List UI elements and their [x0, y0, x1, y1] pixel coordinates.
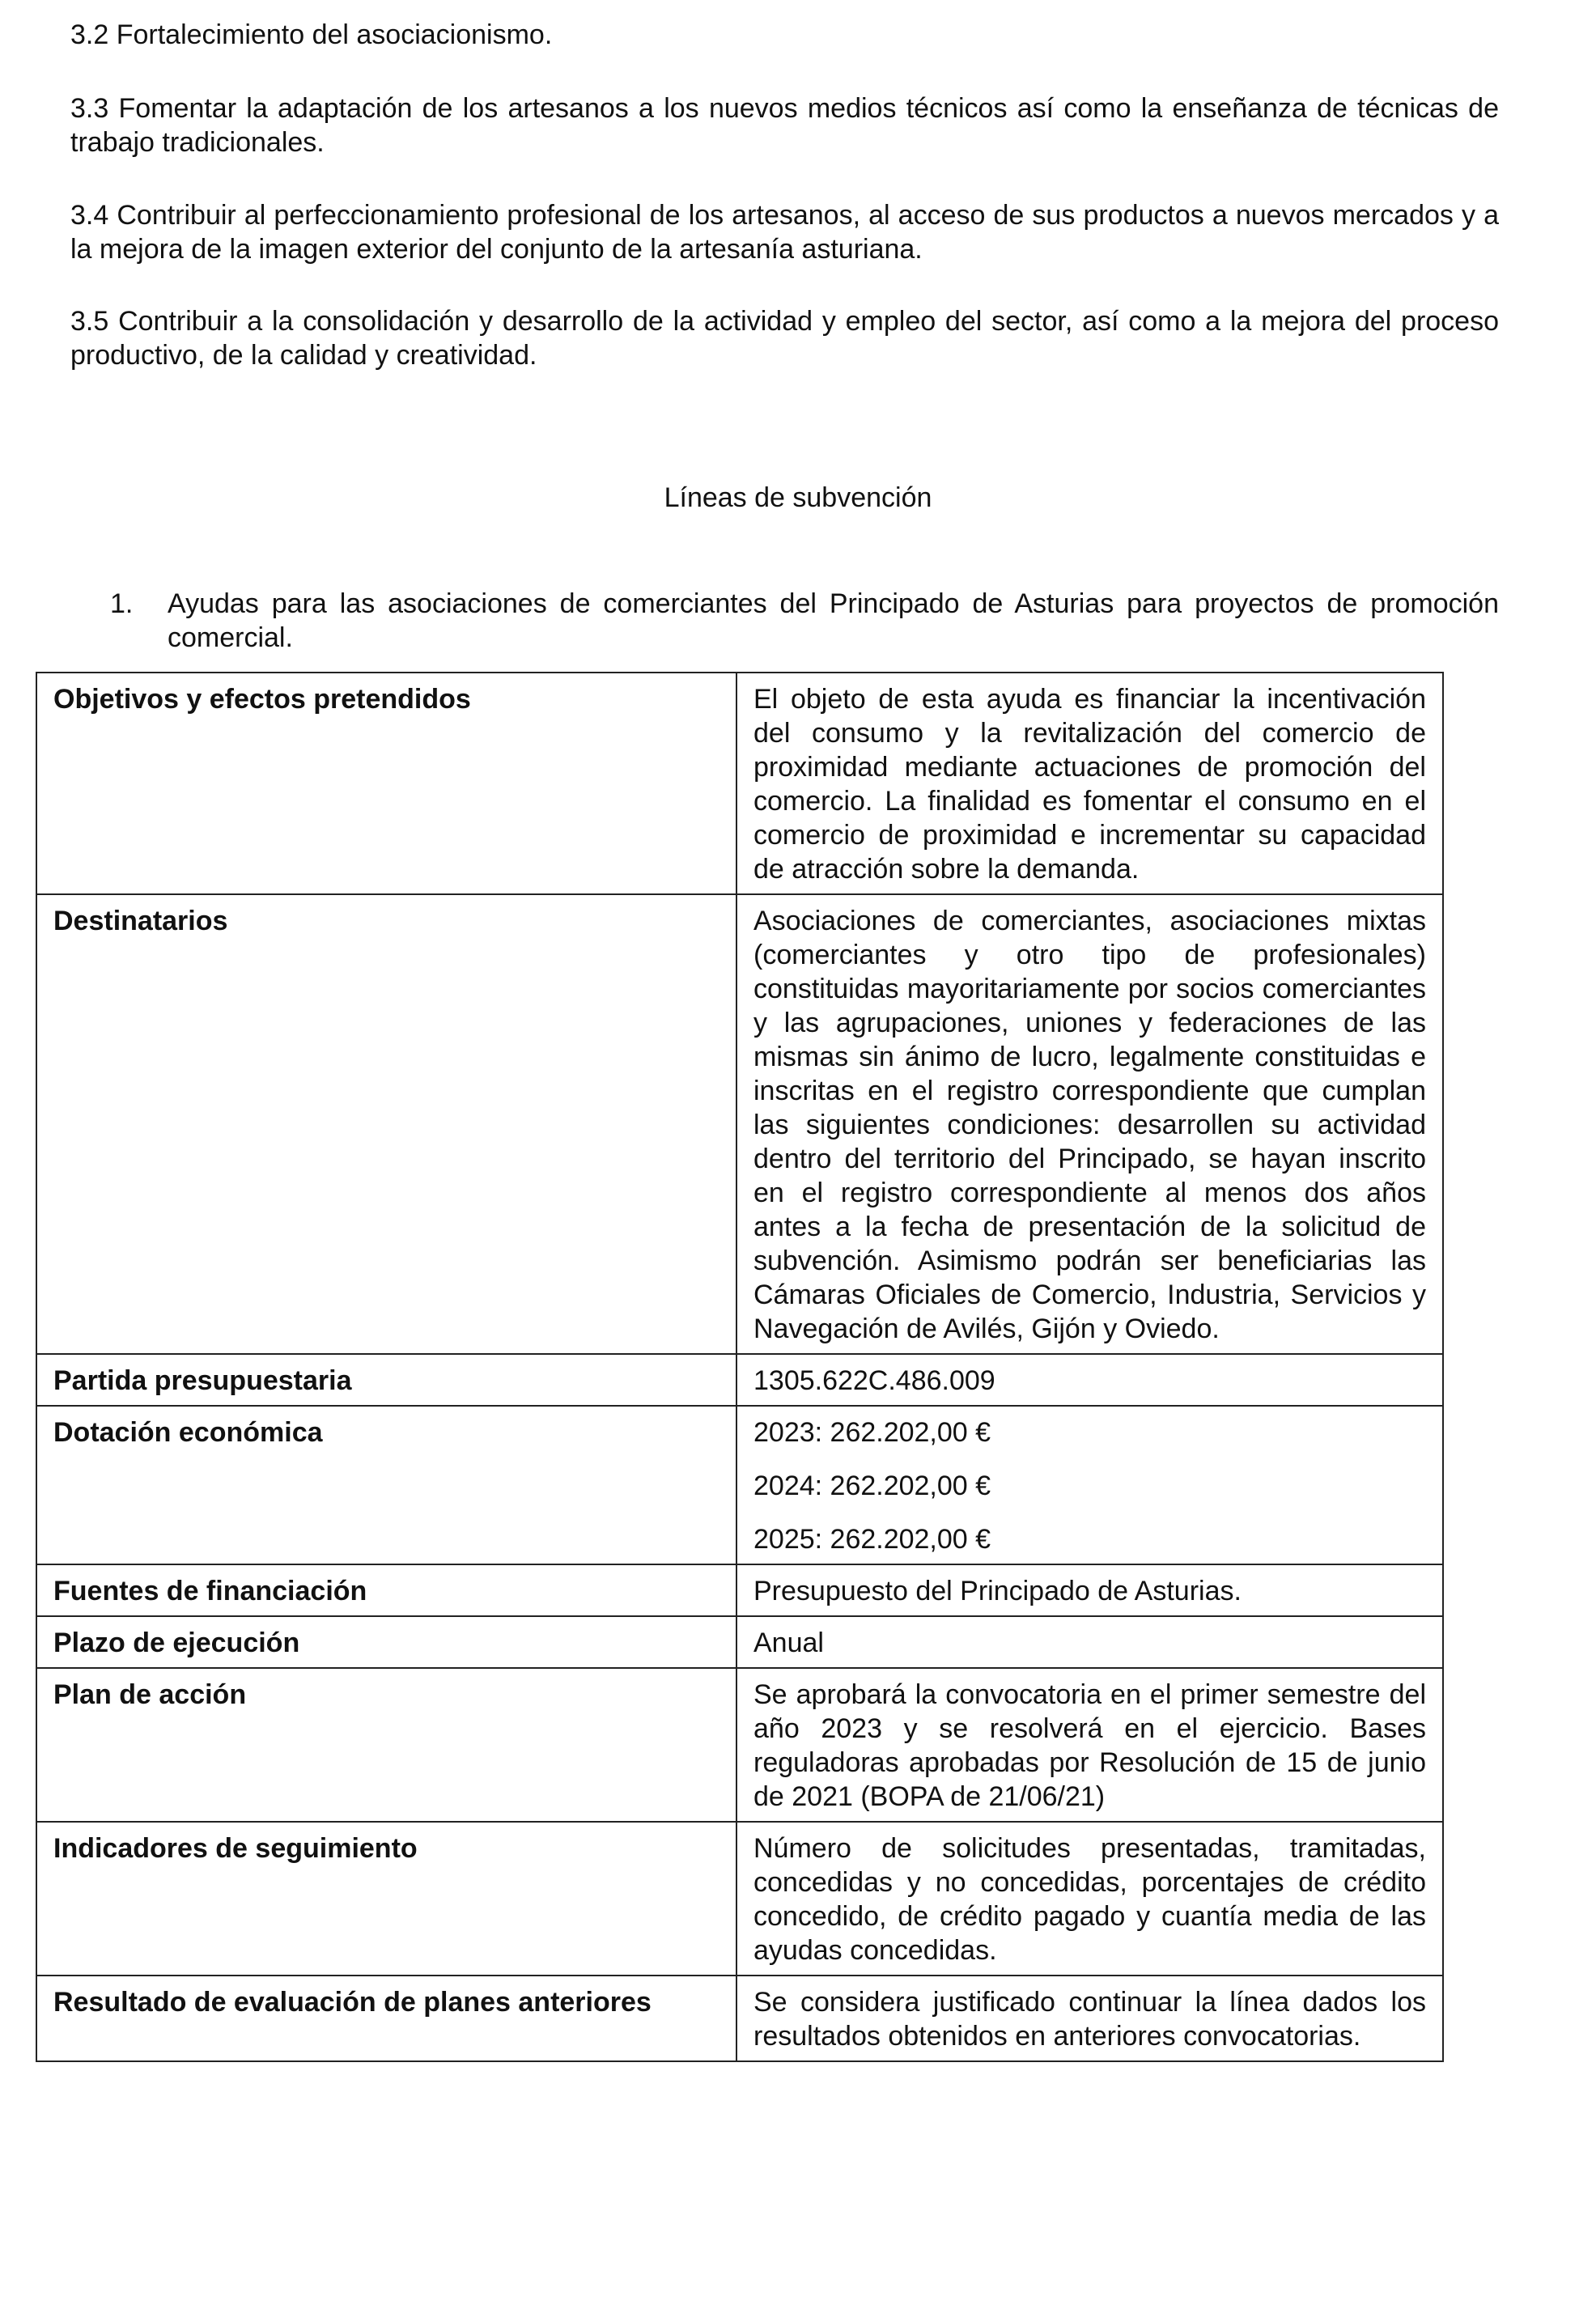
- row-value: Presupuesto del Principado de Asturias.: [736, 1564, 1443, 1616]
- budget-2023: 2023: 262.202,00 €: [753, 1417, 991, 1448]
- row-label: Plan de acción: [36, 1668, 736, 1822]
- table-row: [36, 1976, 1443, 2061]
- row-label: Destinatarios: [36, 894, 736, 1354]
- paragraph-3-5: 3.5 Contribuir a la consolidación y desarrollo de la actividad y empleo del sector, así como a la mejora del proceso productivo, de la calidad y creatividad.: [70, 306, 1499, 371]
- row-value: 1305.622C.486.009: [736, 1354, 1443, 1406]
- table-row: [36, 1668, 1443, 1822]
- row-label: Indicadores de seguimiento: [36, 1822, 736, 1976]
- budget-2025: 2025: 262.202,00 €: [753, 1524, 991, 1555]
- row-value: Se aprobará la convocatoria en el primer semestre del año 2023 y se resolverá en el ejercicio. Bases reguladoras aprobadas por Resolución de 15 de junio de 2021 (BOPA de 21/06/21): [736, 1668, 1443, 1822]
- row-value: Anual: [736, 1616, 1443, 1668]
- table-row: [36, 894, 1443, 1354]
- budget-2024: 2024: 262.202,00 €: [753, 1471, 991, 1501]
- paragraph-3-4: 3.4 Contribuir al perfeccionamiento profesional de los artesanos, al acceso de sus productos a nuevos mercados y a la mejora de la imagen exterior del conjunto de la artesanía asturiana.: [70, 200, 1499, 265]
- row-label: Plazo de ejecución: [36, 1616, 736, 1668]
- row-value: El objeto de esta ayuda es financiar la incentivación del consumo y la revitalización del comercio de proximidad mediante actuaciones de promoción del comercio. La finalidad es fomentar el consumo en el comercio de proximidad e incrementar su capacidad de atracción sobre la demanda.: [736, 673, 1443, 894]
- row-value: Se considera justificado continuar la línea dados los resultados obtenidos en anteriores convocatorias.: [736, 1976, 1443, 2061]
- row-label: Dotación económica: [36, 1406, 736, 1564]
- table-row: [36, 1564, 1443, 1616]
- row-label: Objetivos y efectos pretendidos: [36, 673, 736, 894]
- row-label: Resultado de evaluación de planes anteriores: [36, 1976, 736, 2061]
- row-label: Partida presupuestaria: [36, 1354, 736, 1406]
- paragraph-3-2: 3.2 Fortalecimiento del asociacionismo.: [70, 19, 553, 50]
- table-row: [36, 1616, 1443, 1668]
- paragraph-3-3: 3.3 Fomentar la adaptación de los artesanos a los nuevos medios técnicos así como la enseñanza de técnicas de trabajo tradicionales.: [70, 93, 1499, 158]
- table-row: [36, 1406, 1443, 1564]
- row-value: Número de solicitudes presentadas, tramitadas, concedidas y no concedidas, porcentajes de crédito concedido, de crédito pagado y cuantía media de las ayudas concedidas.: [736, 1822, 1443, 1976]
- list-text: Ayudas para las asociaciones de comerciantes del Principado de Asturias para proyectos de promoción comercial.: [168, 588, 1499, 653]
- table-row: [36, 1822, 1443, 1976]
- list-number: 1.: [110, 588, 134, 619]
- section-title: Líneas de subvención: [664, 482, 932, 513]
- row-label: Fuentes de financiación: [36, 1564, 736, 1616]
- subsidy-table: [36, 672, 1444, 2062]
- table-row: [36, 1354, 1443, 1406]
- table-row: [36, 673, 1443, 894]
- row-value: Asociaciones de comerciantes, asociaciones mixtas (comerciantes y otro tipo de profesionales) constituidas mayoritariamente por socios comerciantes y las agrupaciones, uniones y federaciones de las mismas sin ánimo de lucro, legalmente constituidas e inscritas en el registro correspondiente que cumplan las siguientes condiciones: desarrollen su actividad dentro del territorio del Principado, se hayan inscrito en el registro correspondiente al menos dos años antes a la fecha de presentación de la solicitud de subvención. Asimismo podrán ser beneficiarias las Cámaras Oficiales de Comercio, Industria, Servicios y Navegación de Avilés, Gijón y Oviedo.: [736, 894, 1443, 1354]
- row-value-list: [736, 1406, 1443, 1564]
